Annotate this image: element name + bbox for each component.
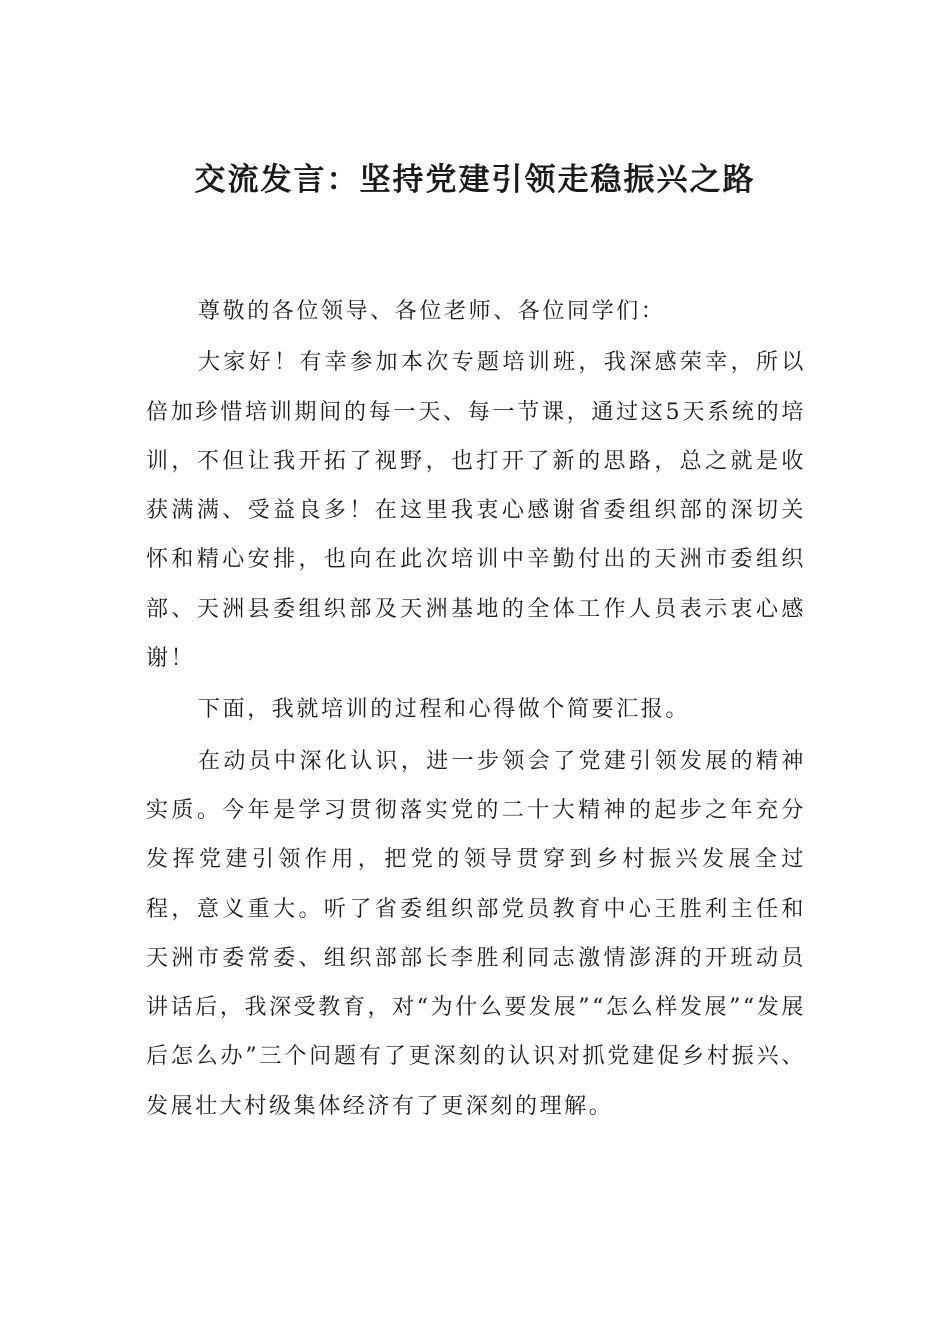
salutation-paragraph: 尊敬的各位领导、各位老师、各位同学们： xyxy=(198,299,666,324)
document-title: 交流发言：坚持党建引领走稳振兴之路 xyxy=(194,162,756,198)
intro-paragraph: 下面，我就培训的过程和心得做个简要汇报。 xyxy=(198,697,691,723)
greeting-paragraph: 大家好！有幸参加本次专题培训班，我深感荣幸，所以倍加珍惜培训期间的每一天、每一节课，通过这5天系统的培训，不但让我开拓了视野，也打开了新的思路，总之就是收获满满、受益良多！在这里我衷心感谢省委组织部的深切关怀和精心安排，也向在此次培训中辛勤付出的天洲市委组织部、天洲县委组织部及天洲基地的全体工作人员表示衷心感谢！ xyxy=(146,350,806,672)
section-paragraph: 在动员中深化认识，进一步领会了党建引领发展的精神实质。今年是学习贯彻落实党的二十大精神的起步之年充分发挥党建引领作用，把党的领导贯穿到乡村振兴发展全过程，意义重大。听了省委组织部党员教育中心王胜利主任和天洲市委常委、组织部部长李胜利同志激情澎湃的开班动员讲话后，我深受教育，对“为什么要发展”“怎么样发展”“发展后怎么办”三个问题有了更深刻的认识对抓党建促乡村振兴、发展壮大村级集体经济有了更深刻的理解。 xyxy=(146,748,806,1119)
document-body xyxy=(146,287,806,1133)
